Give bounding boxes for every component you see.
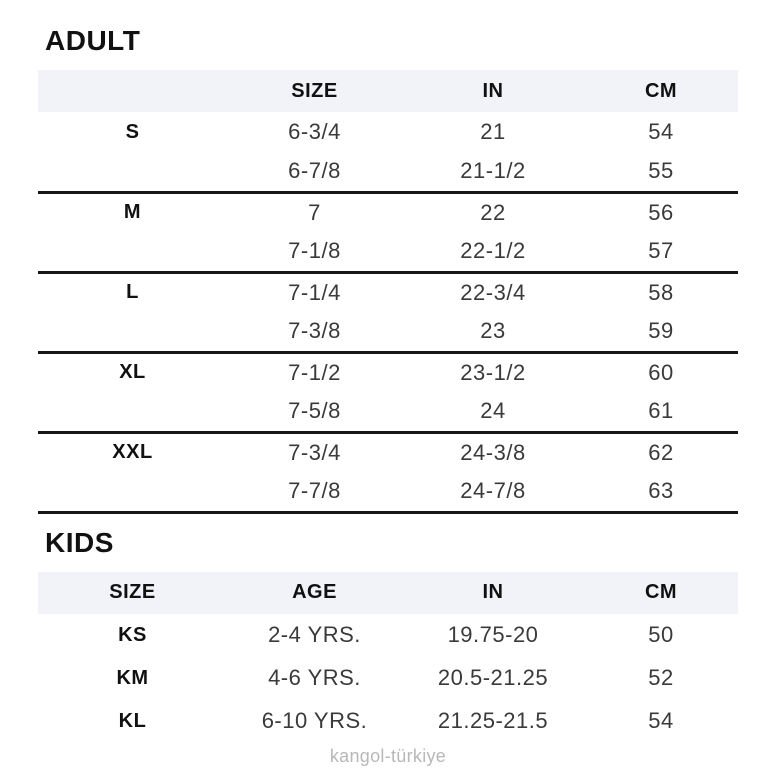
cell-cm: 63 (584, 472, 738, 512)
size-label-l: L (126, 281, 139, 304)
size-label-empty (38, 152, 227, 192)
adult-header-blank (38, 70, 227, 112)
cell-size: 7-1/2 (288, 359, 341, 385)
cell-in: 21.25-21.5 (437, 708, 549, 733)
size-label-empty (38, 232, 227, 272)
table-row (38, 614, 738, 657)
cell-cm: 56 (648, 199, 674, 225)
adult-header-cm: CM (584, 70, 738, 112)
size-label-s: S (125, 120, 140, 143)
cell-cm: 54 (648, 708, 674, 733)
cell-in: 21 (480, 119, 506, 144)
size-label-ks: KS (118, 623, 147, 646)
kids-header-in: IN (402, 572, 584, 614)
cell-size: 7-3/4 (288, 439, 341, 465)
table-row (38, 432, 738, 472)
cell-age: 6-10 YRS. (261, 708, 368, 733)
cell-in: 24-7/8 (402, 472, 584, 512)
table-row (38, 657, 738, 700)
cell-in: 24-3/8 (460, 439, 526, 465)
cell-size: 6-3/4 (288, 119, 341, 144)
kids-header-size: SIZE (38, 572, 227, 614)
table-row (38, 152, 738, 192)
brand-watermark: kangol-türkiye (329, 745, 447, 766)
cell-size: 7-7/8 (227, 472, 402, 512)
cell-size: 7-5/8 (227, 392, 402, 432)
cell-in: 22-3/4 (460, 279, 526, 305)
cell-cm: 55 (584, 152, 738, 192)
cell-in: 20.5-21.25 (437, 665, 549, 690)
cell-in: 24 (402, 392, 584, 432)
table-row (38, 472, 738, 512)
size-label-empty (38, 392, 227, 432)
cell-age: 2-4 YRS. (268, 622, 361, 647)
cell-cm: 54 (648, 119, 674, 144)
size-label-xxl: XXL (112, 441, 153, 464)
cell-cm: 50 (648, 622, 674, 647)
kids-header-age: AGE (227, 572, 402, 614)
cell-size: 7 (308, 199, 321, 225)
size-label-km: KM (116, 666, 149, 689)
cell-cm: 60 (648, 359, 674, 385)
table-row (38, 272, 738, 312)
table-row (38, 112, 738, 152)
size-label-kl: KL (118, 709, 147, 732)
size-label-empty (38, 472, 227, 512)
kids-header-row (38, 572, 738, 614)
kids-section-title: KIDS (45, 526, 114, 558)
adult-header-row (38, 70, 738, 112)
cell-in: 21-1/2 (402, 152, 584, 192)
cell-in: 22-1/2 (402, 232, 584, 272)
adult-size-table (38, 70, 738, 514)
table-row (38, 192, 738, 232)
cell-in: 23-1/2 (460, 359, 526, 385)
table-row (38, 312, 738, 352)
cell-in: 23 (402, 312, 584, 352)
cell-cm: 58 (648, 279, 674, 305)
cell-cm: 57 (584, 232, 738, 272)
kids-size-table (38, 572, 738, 743)
size-label-m: M (123, 201, 142, 224)
size-label-xl: XL (119, 361, 146, 384)
kids-header-cm: CM (584, 572, 738, 614)
table-row (38, 352, 738, 392)
cell-cm: 59 (584, 312, 738, 352)
adult-section-title: ADULT (45, 25, 141, 56)
size-label-empty (38, 312, 227, 352)
adult-header-in: IN (402, 70, 584, 112)
cell-size: 7-3/8 (227, 312, 402, 352)
adult-header-size: SIZE (227, 70, 402, 112)
cell-in: 19.75-20 (447, 622, 539, 647)
cell-age: 4-6 YRS. (268, 665, 361, 690)
cell-size: 7-1/4 (288, 279, 341, 305)
cell-size: 7-1/8 (227, 232, 402, 272)
cell-size: 6-7/8 (227, 152, 402, 192)
table-row (38, 232, 738, 272)
table-row (38, 700, 738, 743)
cell-cm: 62 (648, 439, 674, 465)
cell-cm: 52 (648, 665, 674, 690)
cell-cm: 61 (584, 392, 738, 432)
cell-in: 22 (480, 199, 506, 225)
table-row (38, 392, 738, 432)
